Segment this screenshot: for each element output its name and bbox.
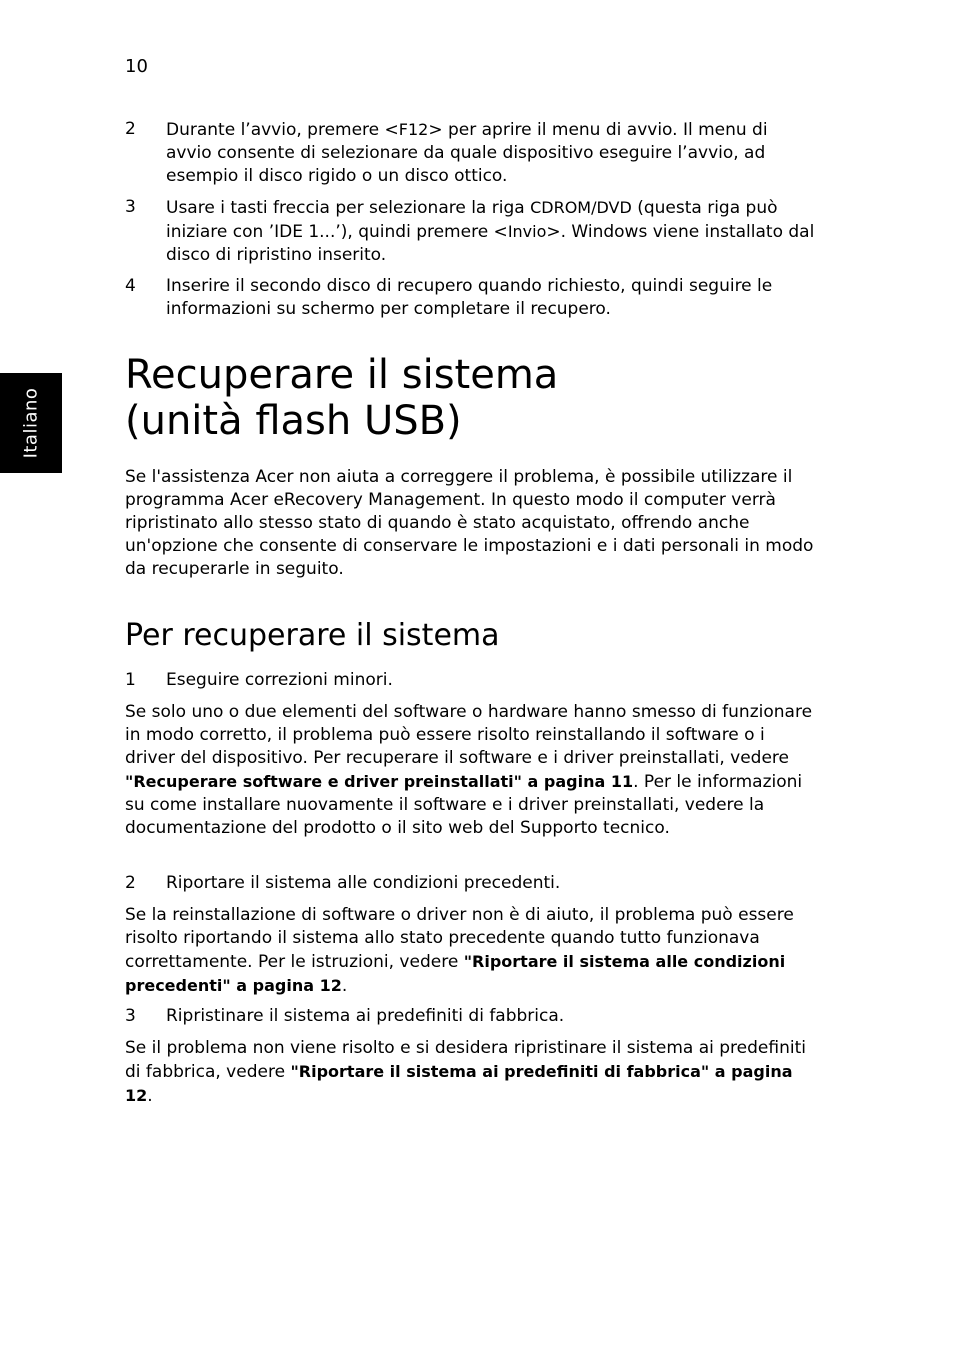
cross-reference-link[interactable]: "Riportare il sistema alle condizioni precedenti" a pagina 12 [125,952,786,995]
step-text-part: Durante l’avvio, premere < [166,120,399,140]
key-cdrom-dvd: CDROM/DVD [530,198,632,217]
language-side-tab-label: Italiano [20,387,42,459]
section-intro: Se l'assistenza Acer non aiuta a correggere il problema, è possibile utilizzare il programma Acer eRecovery Management. In questo modo il computer verrà ripristinato allo stesso stato di quando è stato acquistato, offrendo anche un'opzione che consente di conservare le impostazioni e i dati personali in modo da recuperarle in seguito. [125,467,814,579]
step-number: 3 [125,197,136,217]
step-text-part: (questa riga può iniziare con ’IDE 1...’), quindi premere < [166,198,778,242]
key-invio: Invio [507,222,547,241]
step-text: Eseguire correzioni minori. [166,670,393,690]
step-text [166,118,815,188]
subsection-title: Per recuperare il sistema [125,618,500,653]
language-side-tab [0,373,62,473]
step-number: 2 [125,119,136,139]
step-item [125,275,815,321]
step-item [125,1005,815,1028]
step-number: 4 [125,276,136,296]
cross-reference-link[interactable]: "Riportare il sistema ai predefiniti di fabbrica" a pagina 12 [125,1062,793,1105]
paragraph-text: Se solo uno o due elementi del software o hardware hanno smesso di funzionare in modo corretto, il problema può essere risolto reinstallando il software o i driver del dispositivo. Per recuperare il software e i driver preinstallati, vedere [125,702,813,768]
paragraph-text: Se la reinstallazione di software o driver non è di aiuto, il problema può essere risolto riportando il sistema allo stato precedente quando tutto funzionava correttamente. Per le istruzioni, vedere [125,905,794,972]
step-item [125,872,815,895]
page-number: 10 [125,56,148,77]
step-item [125,669,815,692]
section-title-line: (unità flash USB) [125,398,462,444]
step-text-part: > per aprire il menu di avvio. Il menu di avvio consente di selezionare da quale dispositivo eseguire l’avvio, ad esempio il disco rigido o un disco ottico. [166,120,768,186]
paragraph-text: . Per le informazioni su come installare nuovamente il software e i driver preinstallati, vedere la documentazione del prodotto o il sito web del Supporto tecnico. [125,772,803,838]
step-text-part: >. Windows viene installato dal disco di ripristino inserito. [166,222,815,265]
step-item [125,118,815,188]
paragraph-text: Se il problema non viene risolto e si desidera ripristinare il sistema ai predefiniti di fabbrica, vedere [125,1038,806,1082]
step-text: Inserire il secondo disco di recupero quando richiesto, quindi seguire le informazioni su schermo per completare il recupero. [166,276,773,319]
cross-reference-link[interactable]: "Recuperare software e driver preinstallati" a pagina 11 [125,772,634,791]
step-item [125,196,815,267]
section-title-line: Recuperare il sistema [125,352,559,398]
step-text: Ripristinare il sistema ai predefiniti di fabbrica. [166,1006,565,1026]
step-number: 1 [125,670,136,690]
step-number: 2 [125,873,136,893]
section-title [125,352,558,444]
step-text [166,196,815,267]
step-number: 3 [125,1006,136,1026]
step-text: Riportare il sistema alle condizioni precedenti. [166,873,561,893]
paragraph [125,701,815,840]
step-text-part: Usare i tasti freccia per selezionare la riga [166,198,531,218]
paragraph [125,1037,815,1108]
paragraph-text: . [147,1086,153,1106]
key-f12: F12 [398,120,429,139]
paragraph-text: . [341,976,348,996]
paragraph [125,904,815,998]
